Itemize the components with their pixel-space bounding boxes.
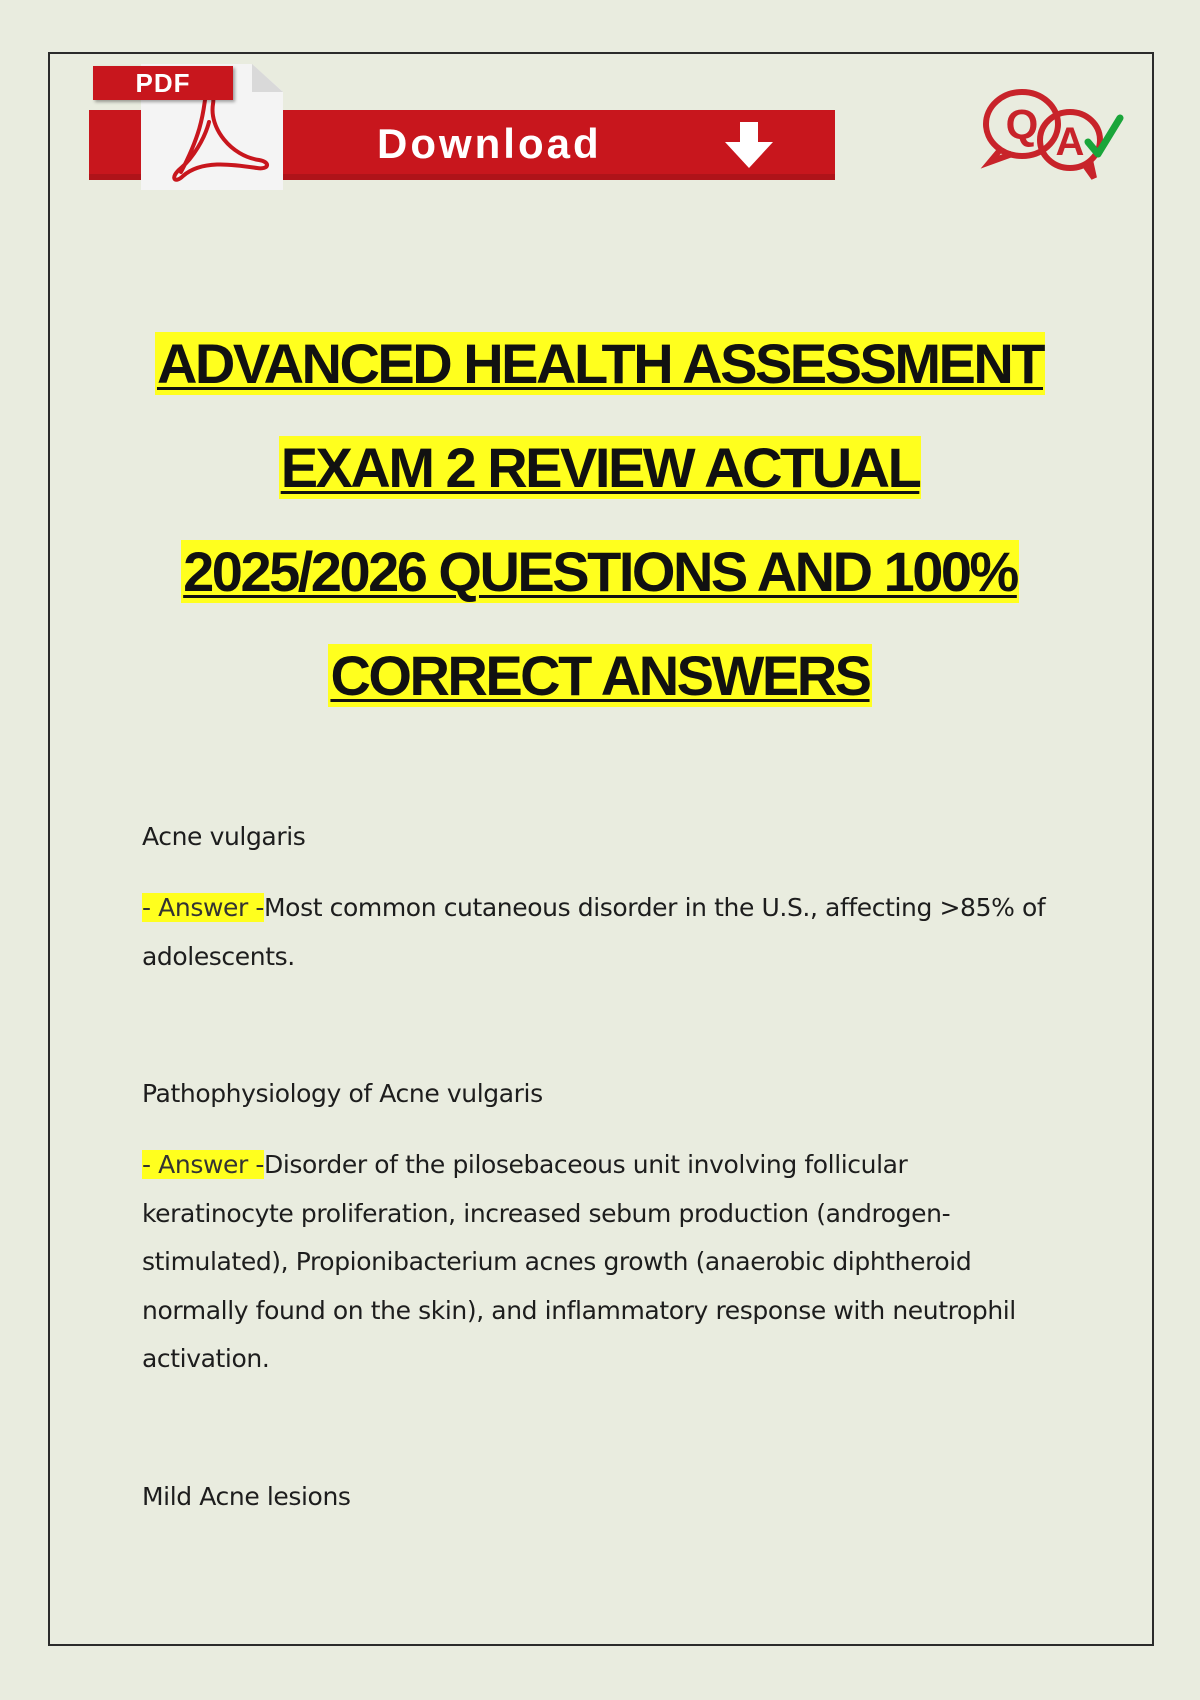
answer-block [142, 1141, 1062, 1384]
title-line-4: CORRECT ANSWERS [330, 644, 870, 707]
answer-text: Most common cutaneous disorder in the U.S., affecting >85% of adolescents. [142, 893, 1046, 971]
document-title [60, 312, 1140, 728]
logo-a: A [1055, 120, 1085, 164]
download-label: Download [377, 120, 602, 167]
question-text: Acne vulgaris [142, 822, 306, 851]
answer-tag: - Answer - [142, 1150, 265, 1179]
pdf-badge: PDF [93, 66, 233, 100]
answer-text: Disorder of the pilosebaceous unit involving follicular keratinocyte proliferation, increased sebum production (androgen-stimulated), Propionibacterium acnes growth (anaerobic diphtheroid normally found on the skin), and inflammatory response with neutrophil activation. [142, 1150, 1016, 1373]
pdf-download-banner[interactable] [89, 64, 835, 190]
qa-logo-icon [980, 82, 1130, 186]
title-line-2: EXAM 2 REVIEW ACTUAL [280, 436, 920, 499]
answer-tag: - Answer - [142, 893, 265, 922]
qa-item [142, 820, 1062, 981]
qa-item [142, 1480, 1062, 1514]
question-text: Pathophysiology of Acne vulgaris [142, 1079, 543, 1108]
title-line-3: 2025/2026 QUESTIONS AND 100% [183, 540, 1017, 603]
title-line-1: ADVANCED HEALTH ASSESSMENT [156, 332, 1043, 395]
download-arrow-icon [721, 120, 777, 170]
qa-item [142, 1077, 1062, 1384]
question-text: Mild Acne lesions [142, 1482, 351, 1511]
logo-q: Q [1005, 101, 1039, 148]
answer-block [142, 884, 1062, 981]
